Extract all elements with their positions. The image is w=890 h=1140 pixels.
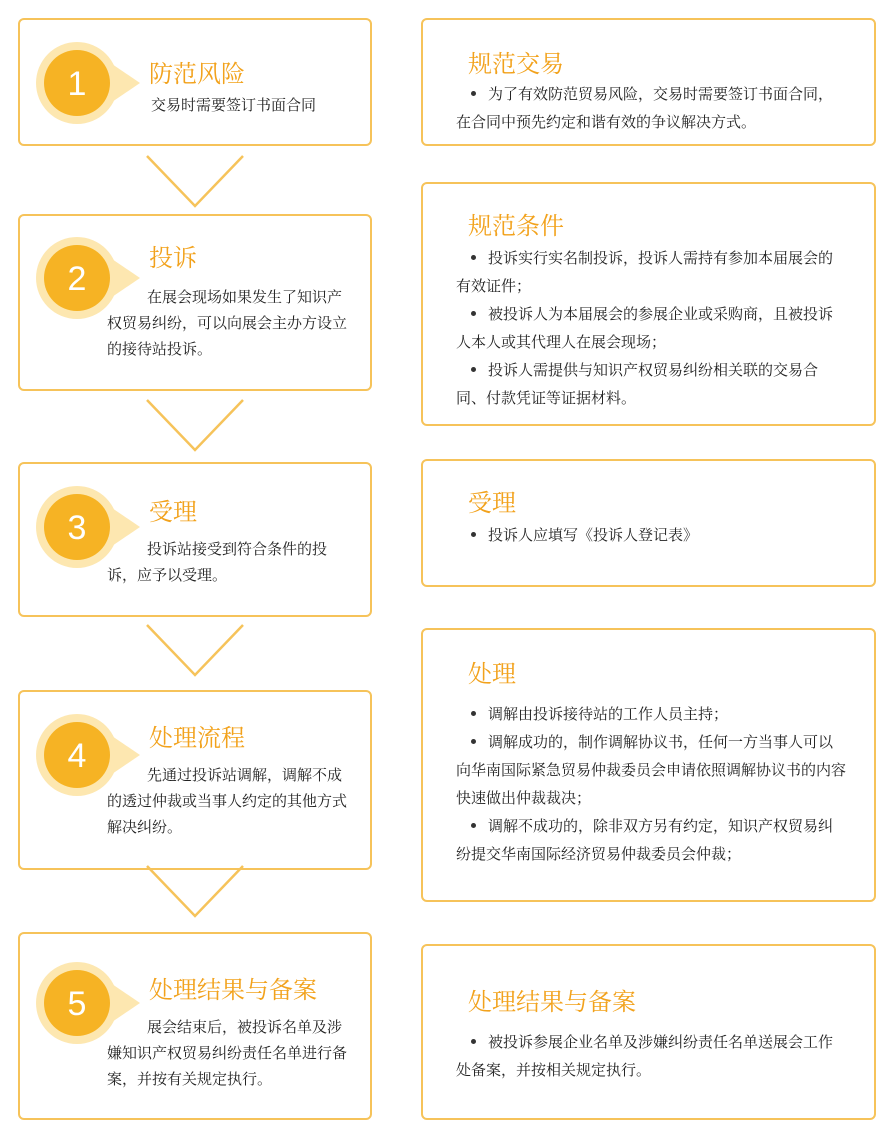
panel-title: 受理 [468,489,516,517]
list-item: 投诉人需提供与知识产权贸易纠纷相关联的交易合同、付款凭证等证据材料。 [456,361,819,407]
step-box-5 [18,932,372,1120]
step-title: 投诉 [149,244,197,272]
step-badge-2 [36,237,118,319]
step-badge-1 [36,42,118,124]
info-panel-3 [421,459,876,587]
down-arrow-icon [145,862,245,922]
step-badge-5 [36,962,118,1044]
panel-list [456,521,846,549]
step-box-4 [18,690,372,870]
step-description: 在展会现场如果发生了知识产权贸易纠纷，可以向展会主办方设立的接待站投诉。 [107,288,348,358]
step-title: 处理结果与备案 [149,976,317,1004]
info-panel-4 [421,628,876,902]
step-title: 防范风险 [149,60,245,88]
step-description: 先通过投诉站调解，调解不成的透过仲裁或当事人约定的其他方式解决纠纷。 [107,766,348,836]
list-item: 投诉人应填写《投诉人登记表》 [456,521,846,549]
down-arrow-icon [145,396,245,456]
bullet-icon [471,1039,476,1044]
list-item: 为了有效防范贸易风险，交易时需要签订书面合同，在合同中预先约定和谐有效的争议解决方式。 [456,85,834,131]
step-description: 展会结束后，被投诉名单及涉嫌知识产权贸易纠纷责任名单进行备案，并按有关规定执行。 [107,1018,348,1088]
bullet-icon [471,532,476,537]
bullet-icon [471,823,476,828]
step-description: 交易时需要签订书面合同 [151,96,317,114]
list-item: 被投诉参展企业名单及涉嫌纠纷责任名单送展会工作处备案，并按相关规定执行。 [456,1033,834,1079]
panel-title: 处理结果与备案 [468,988,636,1016]
step-badge-3 [36,486,118,568]
panel-list [456,700,846,868]
panel-list [456,80,846,136]
panel-list [456,244,846,412]
panel-title: 处理 [468,660,516,688]
step-description: 投诉站接受到符合条件的投诉，应予以受理。 [107,540,328,584]
list-item: 调解不成功的，除非双方另有约定，知识产权贸易纠纷提交华南国际经济贸易仲裁委员会仲裁； [456,817,834,863]
step-title: 处理流程 [149,724,245,752]
step-number: 1 [67,65,87,103]
info-panel-2 [421,182,876,426]
panel-title: 规范条件 [468,212,564,240]
panel-list [456,1028,846,1084]
step-title: 受理 [149,498,197,526]
step-box-2 [18,214,372,391]
bullet-icon [471,367,476,372]
bullet-icon [471,711,476,716]
step-badge-4 [36,714,118,796]
step-number: 3 [67,509,87,547]
step-number: 5 [67,985,87,1023]
step-box-1 [18,18,372,146]
list-item: 投诉实行实名制投诉，投诉人需持有参加本届展会的有效证件； [456,249,834,295]
bullet-icon [471,739,476,744]
list-item: 调解由投诉接待站的工作人员主持； [456,700,846,728]
bullet-icon [471,311,476,316]
list-item: 调解成功的，制作调解协议书，任何一方当事人可以向华南国际紧急贸易仲裁委员会申请依照调解协议书的内容快速做出仲裁裁决； [456,733,847,807]
list-item: 被投诉人为本届展会的参展企业或采购商，且被投诉人本人或其代理人在展会现场； [456,305,834,351]
bullet-icon [471,255,476,260]
info-panel-1 [421,18,876,146]
step-number: 4 [67,737,87,775]
down-arrow-icon [145,621,245,681]
panel-title: 规范交易 [468,50,564,78]
step-number: 2 [67,260,87,298]
bullet-icon [471,91,476,96]
info-panel-5 [421,944,876,1120]
down-arrow-icon [145,152,245,212]
step-box-3 [18,462,372,617]
